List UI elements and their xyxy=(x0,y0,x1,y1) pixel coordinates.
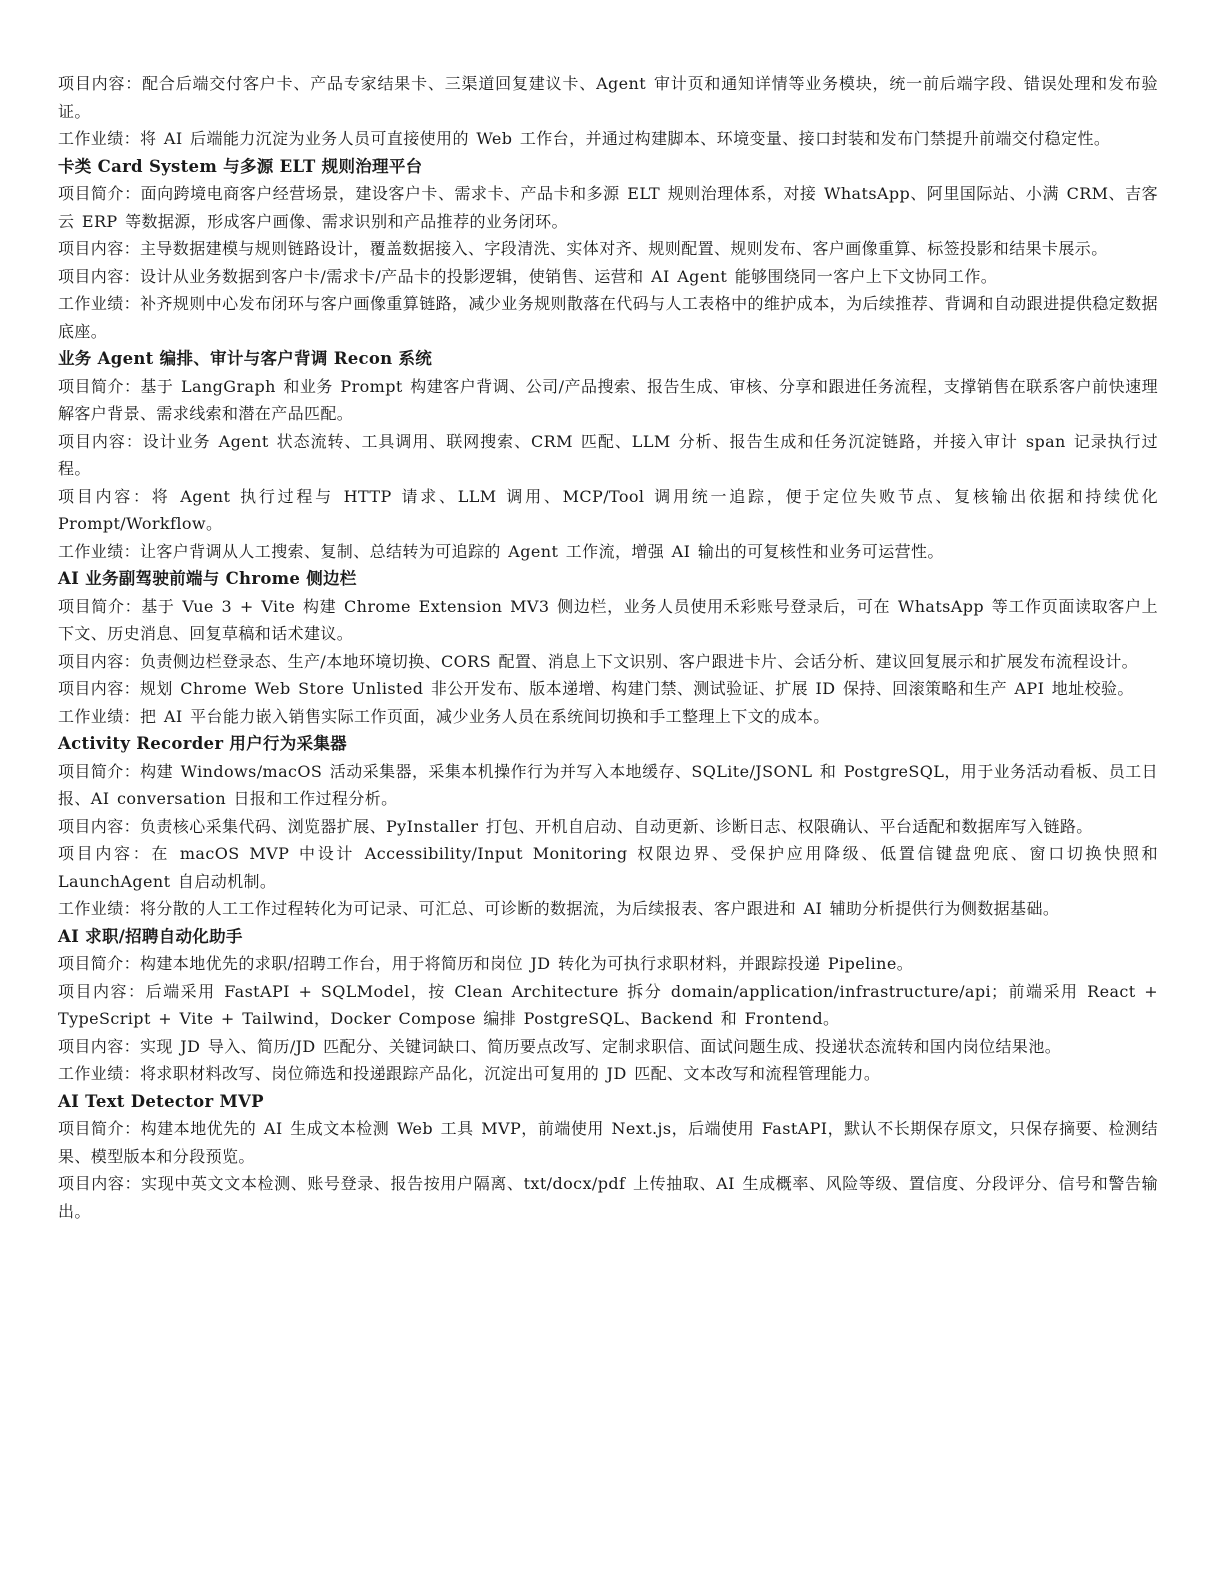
intro-paragraph: 工作业绩：将 AI 后端能力沉淀为业务人员可直接使用的 Web 工作台，并通过构建脚本、环境变量、接口封装和发布门禁提升前端交付稳定性。 xyxy=(58,129,1111,148)
project-title: 卡类 Card System 与多源 ELT 规则治理平台 xyxy=(58,156,423,176)
project-paragraph: 项目内容：设计从业务数据到客户卡/需求卡/产品卡的投影逻辑，使销售、运营和 AI Agent 能够围绕同一客户上下文协同工作。 xyxy=(58,266,998,286)
project-section xyxy=(58,565,1158,730)
project-section xyxy=(58,1088,1158,1226)
project-paragraph: 项目简介：构建本地优先的 AI 生成文本检测 Web 工具 MVP，前端使用 Next.js，后端使用 FastAPI，默认不长期保存原文，只保存摘要、检测结果、模型版本和分段预览。 xyxy=(58,1119,1158,1166)
project-paragraph: 项目内容：设计业务 Agent 状态流转、工具调用、联网搜索、CRM 匹配、LLM 分析、报告生成和任务沉淀链路，并接入审计 span 记录执行过程。 xyxy=(58,431,1158,478)
project-paragraph: 项目简介：构建本地优先的求职/招聘工作台，用于将简历和岗位 JD 转化为可执行求职材料，并跟踪投递 Pipeline。 xyxy=(58,954,914,973)
project-paragraph: 项目内容：负责侧边栏登录态、生产/本地环境切换、CORS 配置、消息上下文识别、客户跟进卡片、会话分析、建议回复展示和扩展发布流程设计。 xyxy=(58,651,1139,671)
project-paragraph: 工作业绩：补齐规则中心发布闭环与客户画像重算链路，减少业务规则散落在代码与人工表格中的维护成本，为后续推荐、背调和自动跟进提供稳定数据底座。 xyxy=(58,294,1158,341)
project-title: 业务 Agent 编排、审计与客户背调 Recon 系统 xyxy=(58,349,433,368)
intro-paragraph: 项目内容：配合后端交付客户卡、产品专家结果卡、三渠道回复建议卡、Agent 审计页和通知详情等业务模块，统一前后端字段、错误处理和发布验证。 xyxy=(58,74,1158,121)
project-title: Activity Recorder 用户行为采集器 xyxy=(58,734,347,753)
project-title: AI 业务副驾驶前端与 Chrome 侧边栏 xyxy=(58,569,357,588)
project-paragraph: 项目简介：基于 LangGraph 和业务 Prompt 构建客户背调、公司/产品搜索、报告生成、审核、分享和跟进任务流程，支撑销售在联系客户前快速理解客户背景、需求线索和潜在产品匹配。 xyxy=(58,376,1158,423)
project-section xyxy=(58,345,1158,565)
project-paragraph: 项目简介：面向跨境电商客户经营场景，建设客户卡、需求卡、产品卡和多源 ELT 规则治理体系，对接 WhatsApp、阿里国际站、小满 CRM、吉客云 ERP 等数据源，形成客户画像、需求识别和产品推荐的业务闭环。 xyxy=(58,184,1158,231)
project-section xyxy=(58,923,1158,1088)
project-paragraph: 工作业绩：让客户背调从人工搜索、复制、总结转为可追踪的 Agent 工作流，增强 AI 输出的可复核性和业务可运营性。 xyxy=(58,541,944,561)
project-paragraph: 项目内容：在 macOS MVP 中设计 Accessibility/Input Monitoring 权限边界、受保护应用降级、低置信键盘兜底、窗口切换快照和 LaunchAgent 自启动机制。 xyxy=(58,844,1158,891)
project-paragraph: 项目内容：负责核心采集代码、浏览器扩展、PyInstaller 打包、开机自启动、自动更新、诊断日志、权限确认、平台适配和数据库写入链路。 xyxy=(58,816,1093,836)
project-title: AI Text Detector MVP xyxy=(58,1091,264,1111)
project-paragraph: 项目内容：实现中英文文本检测、账号登录、报告按用户隔离、txt/docx/pdf 上传抽取、AI 生成概率、风险等级、置信度、分段评分、信号和警告输出。 xyxy=(58,1174,1158,1221)
resume-page xyxy=(58,70,1158,1225)
project-paragraph: 项目内容：规划 Chrome Web Store Unlisted 非公开发布、版本递增、构建门禁、测试验证、扩展 ID 保持、回滚策略和生产 API 地址校验。 xyxy=(58,679,1134,698)
project-paragraph: 项目简介：基于 Vue 3 + Vite 构建 Chrome Extension MV3 侧边栏，业务人员使用禾彩账号登录后，可在 WhatsApp 等工作页面读取客户上下文、历史消息、回复草稿和话术建议。 xyxy=(58,596,1158,643)
project-paragraph: 项目内容：实现 JD 导入、简历/JD 匹配分、关键词缺口、简历要点改写、定制求职信、面试问题生成、投递状态流转和国内岗位结果池。 xyxy=(58,1036,1062,1056)
project-title: AI 求职/招聘自动化助手 xyxy=(58,926,243,946)
project-paragraph: 项目内容：后端采用 FastAPI + SQLModel，按 Clean Architecture 拆分 domain/application/infrastructure/api；前端采用 React + TypeScript + Vite + Tailwind，Docker Compose 编排 PostgreSQL、Backend 和 Frontend。 xyxy=(58,981,1158,1028)
project-paragraph: 工作业绩：将分散的人工工作过程转化为可记录、可汇总、可诊断的数据流，为后续报表、客户跟进和 AI 辅助分析提供行为侧数据基础。 xyxy=(58,899,1060,918)
project-paragraph: 项目简介：构建 Windows/macOS 活动采集器，采集本机操作行为并写入本地缓存、SQLite/JSONL 和 PostgreSQL，用于业务活动看板、员工日报、AI conversation 日报和工作过程分析。 xyxy=(58,761,1158,808)
project-paragraph: 项目内容：主导数据建模与规则链路设计，覆盖数据接入、字段清洗、实体对齐、规则配置、规则发布、客户画像重算、标签投影和结果卡展示。 xyxy=(58,239,1108,258)
project-paragraph: 工作业绩：把 AI 平台能力嵌入销售实际工作页面，减少业务人员在系统间切换和手工整理上下文的成本。 xyxy=(58,706,830,726)
project-section xyxy=(58,153,1158,346)
project-paragraph: 工作业绩：将求职材料改写、岗位筛选和投递跟踪产品化，沉淀出可复用的 JD 匹配、文本改写和流程管理能力。 xyxy=(58,1064,881,1083)
project-section xyxy=(58,730,1158,923)
project-paragraph: 项目内容：将 Agent 执行过程与 HTTP 请求、LLM 调用、MCP/Tool 调用统一追踪，便于定位失败节点、复核输出依据和持续优化 Prompt/Workflow。 xyxy=(58,486,1158,533)
